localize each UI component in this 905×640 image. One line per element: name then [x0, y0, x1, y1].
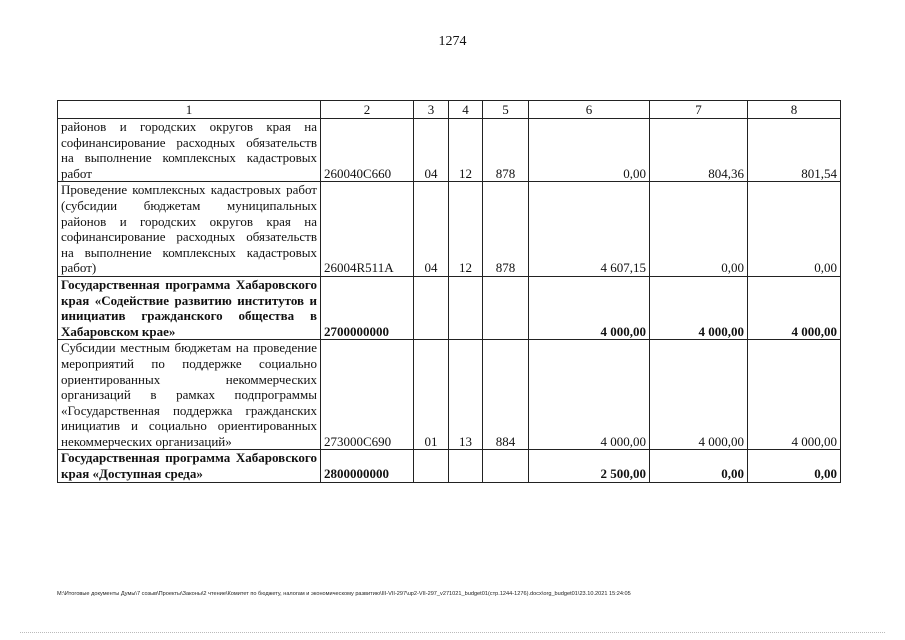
document-file-path: M:\Итоговые документы Думы\7 созыв\Проекты\Законы\2 чтение\Комитет по бюджету, налогам и экономическому развитию\III-VII-297\up2-VII-297_v271021_budget01(стр.1244-1276).docx\org_budget01\23.10.2021 15:24:05	[57, 591, 631, 597]
row-amount-cell: 0,00	[650, 450, 748, 482]
row-amount-cell: 0,00	[529, 119, 650, 182]
row-expense-type-cell: 878	[483, 119, 529, 182]
row-amount-cell: 804,36	[650, 119, 748, 182]
row-subsection-cell	[449, 450, 483, 482]
column-header: 1	[58, 101, 321, 119]
row-section-cell: 04	[414, 119, 449, 182]
column-header: 8	[748, 101, 841, 119]
row-section-cell: 01	[414, 340, 449, 450]
table-row-program-total	[58, 276, 841, 339]
row-name-cell: Субсидии местным бюджетам на проведение мероприятий по поддержке социально ориентированных некоммерческих организаций в рамках подпрограммы «Государственная поддержка гражданских инициатив и социально ориентированных некоммерческих организаций»	[58, 340, 321, 450]
column-header: 4	[449, 101, 483, 119]
row-name-cell: Проведение комплексных кадастровых работ (субсидии бюджетам муниципальных районов и городских округов края на софинансирование расходных обязательств на выполнение комплексных кадастровых работ)	[58, 182, 321, 277]
row-code-cell: 260040С660	[321, 119, 414, 182]
row-amount-cell: 0,00	[748, 182, 841, 277]
row-name-cell: районов и городских округов края на софинансирование расходных обязательств на выполнение комплексных кадастровых работ	[58, 119, 321, 182]
row-amount-cell: 2 500,00	[529, 450, 650, 482]
page-bottom-rule	[20, 632, 885, 633]
row-code-cell: 2700000000	[321, 276, 414, 339]
table-row-program-total	[58, 450, 841, 482]
table-header-row	[58, 101, 841, 119]
column-header: 7	[650, 101, 748, 119]
row-expense-type-cell	[483, 276, 529, 339]
row-amount-cell: 4 000,00	[529, 276, 650, 339]
budget-table	[57, 100, 841, 483]
row-name-cell: Государственная программа Хабаровского края «Содействие развитию институтов и инициатив гражданского общества в Хабаровском крае»	[58, 276, 321, 339]
row-expense-type-cell	[483, 450, 529, 482]
row-amount-cell: 0,00	[748, 450, 841, 482]
table-row	[58, 119, 841, 182]
table-row	[58, 182, 841, 277]
column-header: 3	[414, 101, 449, 119]
page-number: 1274	[438, 34, 467, 49]
row-amount-cell: 801,54	[748, 119, 841, 182]
row-section-cell: 04	[414, 182, 449, 277]
row-section-cell	[414, 450, 449, 482]
row-amount-cell: 4 000,00	[748, 276, 841, 339]
row-expense-type-cell: 884	[483, 340, 529, 450]
row-subsection-cell: 12	[449, 182, 483, 277]
row-subsection-cell	[449, 276, 483, 339]
row-amount-cell: 0,00	[650, 182, 748, 277]
row-amount-cell: 4 607,15	[529, 182, 650, 277]
row-expense-type-cell: 878	[483, 182, 529, 277]
row-name-cell: Государственная программа Хабаровского края «Доступная среда»	[58, 450, 321, 482]
row-amount-cell: 4 000,00	[650, 276, 748, 339]
column-header: 5	[483, 101, 529, 119]
column-header: 2	[321, 101, 414, 119]
row-amount-cell: 4 000,00	[529, 340, 650, 450]
column-header: 6	[529, 101, 650, 119]
row-code-cell: 273000С690	[321, 340, 414, 450]
row-code-cell: 2800000000	[321, 450, 414, 482]
row-section-cell	[414, 276, 449, 339]
row-subsection-cell: 12	[449, 119, 483, 182]
row-amount-cell: 4 000,00	[748, 340, 841, 450]
row-code-cell: 26004R511А	[321, 182, 414, 277]
table-row	[58, 340, 841, 450]
row-subsection-cell: 13	[449, 340, 483, 450]
row-amount-cell: 4 000,00	[650, 340, 748, 450]
